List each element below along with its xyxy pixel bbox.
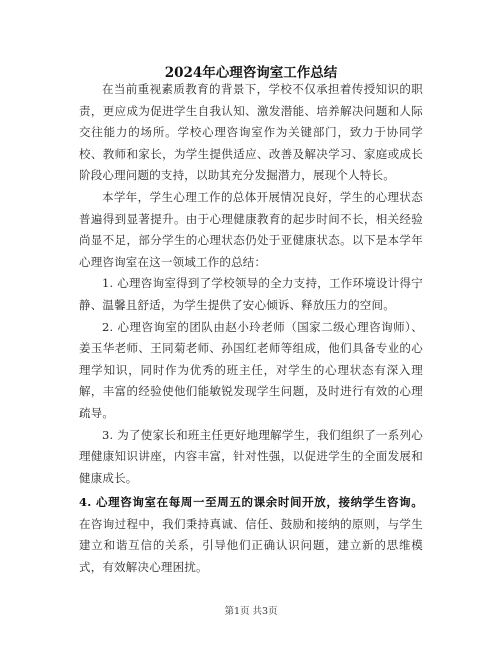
paragraph-item-3: 3. 为了使家长和班主任更好地理解学生，我们组织了一系列心理健康知识讲座，内容丰富，针对性强，以促进学生的全面发展和健康成长。 (79, 427, 423, 485)
document-title: 2024年心理咨询室工作总结 (164, 65, 338, 81)
paragraph-overview: 本学年，学生心理工作的总体开展情况良好，学生的心理状态普遍得到显著提升。由于心理健康教育的起步时间不长，相关经验尚显不足，部分学生的心理状态仍处于亚健康状态。以下是本学年心理咨询室在这一领域工作的总结： (79, 189, 423, 269)
document-body (79, 79, 423, 579)
paragraph-item-4-lead: 4. 心理咨询室在每周一至周五的课余时间开放，接纳学生咨询。 (79, 495, 423, 510)
paragraph-item-4-text: 在咨询过程中，我们秉持真诚、信任、鼓励和接纳的原则，与学生建立和谐互信的关系，引导他们正确认识问题，建立新的思维模式，有效解决心理困扰。 (79, 516, 423, 575)
paragraph-item-2: 2. 心理咨询室的团队由赵小玲老师（国家二级心理咨询师）、姜玉华老师、王同菊老师、孙国红老师等组成，他们具备专业的心理学知识，同时作为优秀的班主任，对学生的心理状态有深入理解，丰富的经验使他们能敏锐发现学生问题，及时进行有效的心理疏导。 (79, 319, 423, 420)
page-number-footer: 第1页 共3页 (224, 606, 278, 617)
paragraph-item-4 (79, 492, 423, 578)
paragraph-item-1: 1. 心理咨询室得到了学校领导的全力支持，工作环境设计得宁静、温馨且舒适，为学生提供了安心倾诉、释放压力的空间。 (79, 276, 423, 312)
paragraph-intro: 在当前重视素质教育的背景下，学校不仅承担着传授知识的职责，更应成为促进学生自我认知、激发潜能、培养解决问题和人际交往能力的场所。学校心理咨询室作为关键部门，致力于协同学校、教师和家长，为学生提供适应、改善及解决学习、家庭或成长阶段心理问题的支持，以助其充分发掘潜力，展现个人特长。 (79, 82, 423, 183)
